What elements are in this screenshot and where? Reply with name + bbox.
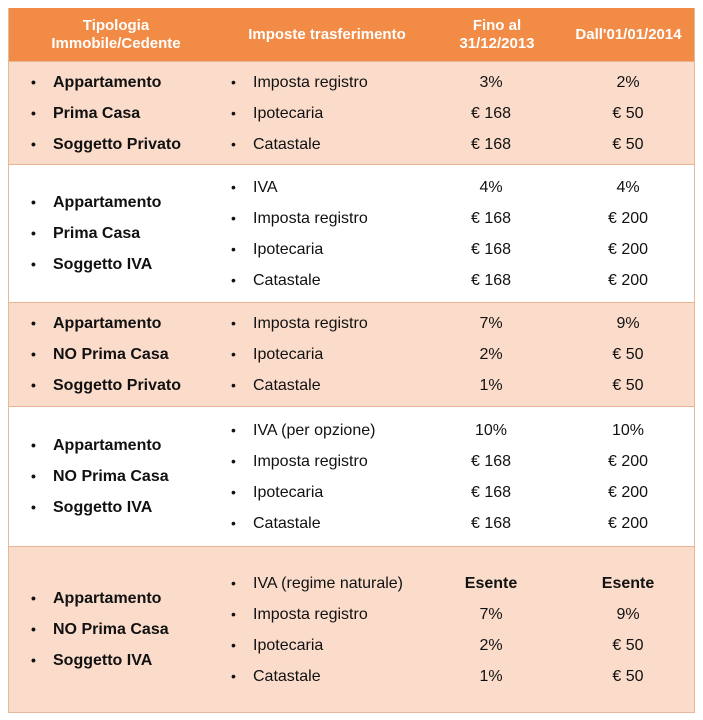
property-type: Soggetto IVA: [53, 499, 153, 516]
header-tipologia-line2: Immobile/Cedente: [51, 34, 181, 52]
list-item: [31, 67, 181, 98]
property-type: Appartamento: [53, 590, 162, 607]
tax-name: Imposta registro: [253, 605, 368, 623]
bullet-icon: •: [31, 437, 36, 453]
value-cell: € 168: [470, 135, 512, 153]
list-item: [231, 129, 368, 160]
tax-name: Imposta registro: [253, 452, 368, 470]
bullet-icon: •: [231, 667, 236, 684]
property-type: Soggetto IVA: [53, 256, 153, 273]
tax-list: [231, 62, 368, 164]
value-cell: 1%: [479, 667, 503, 685]
bullet-icon: •: [231, 73, 236, 90]
bullet-icon: •: [231, 377, 236, 393]
until-2013-values: [431, 62, 551, 164]
value-cell: € 168: [470, 483, 512, 501]
tax-name: Imposta registro: [253, 209, 368, 227]
tax-name: IVA (per opzione): [253, 421, 376, 439]
property-type: NO Prima Casa: [53, 346, 169, 363]
tax-list: [231, 407, 375, 546]
bullet-icon: •: [31, 652, 36, 668]
header-imposte: [223, 8, 431, 61]
value-cell: € 200: [607, 271, 649, 289]
until-2013-values: [431, 547, 551, 712]
tax-name: Catastale: [253, 135, 321, 153]
property-type-list: [31, 407, 169, 546]
until-2013-values: [431, 303, 551, 406]
from-2014-values: [568, 62, 688, 164]
list-item: [31, 583, 169, 614]
value-cell: 4%: [479, 178, 503, 196]
from-2014-values: [568, 547, 688, 712]
value-cell: 7%: [479, 605, 503, 623]
from-2014-values: [568, 407, 688, 546]
tax-name: Imposta registro: [253, 73, 368, 91]
value-cell: € 50: [612, 135, 644, 153]
tax-name: Imposta registro: [253, 315, 368, 332]
value-cell: 9%: [616, 605, 640, 623]
header-imposte-label: Imposte trasferimento: [248, 25, 406, 43]
bullet-icon: •: [231, 104, 236, 121]
value-cell: € 50: [612, 104, 644, 122]
value-cell: Esente: [601, 574, 655, 592]
bullet-icon: •: [31, 499, 36, 515]
list-item: [31, 187, 161, 218]
property-type: Appartamento: [53, 194, 162, 211]
property-type: NO Prima Casa: [53, 621, 169, 638]
table-header: [9, 8, 694, 61]
header-tipologia: [9, 8, 223, 61]
value-cell: 9%: [616, 315, 640, 332]
table-group: [9, 406, 694, 546]
bullet-icon: •: [231, 452, 236, 469]
tax-name: Catastale: [253, 667, 321, 685]
value-cell: € 168: [470, 514, 512, 532]
list-item: [231, 308, 368, 339]
value-cell: € 200: [607, 514, 649, 532]
list-item: [31, 218, 161, 249]
header-dall-label: Dall'01/01/2014: [575, 25, 682, 43]
list-item: [231, 67, 368, 98]
list-item: [231, 568, 403, 599]
property-type-list: [31, 165, 161, 302]
value-cell: 1%: [479, 377, 503, 394]
value-cell: € 168: [470, 452, 512, 470]
list-item: [31, 461, 169, 492]
bullet-icon: •: [31, 315, 36, 331]
list-item: [231, 446, 375, 477]
property-type: Prima Casa: [53, 225, 141, 242]
header-fino-al-line1: Fino al: [472, 16, 522, 34]
value-cell: € 200: [607, 452, 649, 470]
value-cell: 4%: [616, 178, 640, 196]
bullet-icon: •: [31, 225, 36, 241]
from-2014-values: [568, 303, 688, 406]
value-cell: € 50: [612, 346, 644, 363]
tax-name: Catastale: [253, 377, 321, 394]
bullet-icon: •: [31, 621, 36, 637]
header-fino-al-line2: 31/12/2013: [459, 34, 535, 52]
value-cell: 2%: [616, 73, 640, 91]
tax-name: Ipotecaria: [253, 240, 324, 258]
property-type: Appartamento: [53, 437, 162, 454]
property-type-list: [31, 303, 181, 406]
list-item: [31, 129, 181, 160]
list-item: [31, 339, 181, 370]
bullet-icon: •: [231, 240, 236, 257]
tax-name: Ipotecaria: [253, 483, 324, 501]
list-item: [231, 661, 403, 692]
bullet-icon: •: [231, 483, 236, 500]
list-item: [31, 98, 181, 129]
list-item: [231, 630, 403, 661]
property-type: Appartamento: [53, 73, 162, 91]
list-item: [31, 370, 181, 401]
bullet-icon: •: [31, 346, 36, 362]
list-item: [231, 172, 368, 203]
table-group: [9, 546, 694, 712]
value-cell: € 200: [607, 209, 649, 227]
list-item: [231, 98, 368, 129]
list-item: [31, 492, 169, 523]
bullet-icon: •: [31, 104, 36, 121]
value-cell: 10%: [611, 421, 645, 439]
bullet-icon: •: [231, 421, 236, 438]
bullet-icon: •: [231, 178, 236, 195]
property-type: NO Prima Casa: [53, 468, 169, 485]
list-item: [231, 599, 403, 630]
value-cell: € 50: [612, 667, 644, 685]
value-cell: 7%: [479, 315, 503, 332]
property-type: Prima Casa: [53, 104, 141, 122]
until-2013-values: [431, 165, 551, 302]
list-item: [231, 203, 368, 234]
bullet-icon: •: [31, 256, 36, 272]
tax-list: [231, 303, 368, 406]
value-cell: € 168: [470, 271, 512, 289]
property-type: Appartamento: [53, 315, 162, 332]
until-2013-values: [431, 407, 551, 546]
bullet-icon: •: [31, 377, 36, 393]
bullet-icon: •: [231, 271, 236, 288]
value-cell: € 200: [607, 483, 649, 501]
list-item: [31, 645, 169, 676]
list-item: [231, 370, 368, 401]
tax-list: [231, 165, 368, 302]
header-dall: [563, 8, 694, 61]
tax-name: Catastale: [253, 271, 321, 289]
bullet-icon: •: [231, 315, 236, 331]
list-item: [31, 614, 169, 645]
bullet-icon: •: [231, 346, 236, 362]
bullet-icon: •: [31, 468, 36, 484]
list-item: [31, 249, 161, 280]
tax-list: [231, 547, 403, 712]
bullet-icon: •: [231, 209, 236, 226]
value-cell: € 200: [607, 240, 649, 258]
value-cell: € 168: [470, 104, 512, 122]
value-cell: € 50: [612, 377, 644, 394]
bullet-icon: •: [231, 636, 236, 653]
value-cell: € 50: [612, 636, 644, 654]
bullet-icon: •: [31, 194, 36, 210]
table-group: [9, 164, 694, 302]
table-group: [9, 61, 694, 164]
bullet-icon: •: [231, 135, 236, 152]
value-cell: Esente: [464, 574, 518, 592]
tax-name: Catastale: [253, 514, 321, 532]
list-item: [31, 430, 169, 461]
value-cell: 2%: [479, 346, 503, 363]
property-type: Soggetto Privato: [53, 135, 182, 153]
tax-name: Ipotecaria: [253, 346, 324, 363]
bullet-icon: •: [231, 514, 236, 531]
list-item: [231, 265, 368, 296]
list-item: [231, 234, 368, 265]
table-group: [9, 302, 694, 406]
value-cell: € 168: [470, 240, 512, 258]
list-item: [231, 415, 375, 446]
from-2014-values: [568, 165, 688, 302]
tax-table: [8, 8, 695, 713]
bullet-icon: •: [31, 73, 36, 90]
value-cell: 3%: [479, 73, 503, 91]
value-cell: 10%: [474, 421, 508, 439]
header-tipologia-line1: Tipologia: [82, 16, 150, 34]
list-item: [31, 308, 181, 339]
property-type-list: [31, 547, 169, 712]
tax-name: IVA (regime naturale): [253, 574, 403, 592]
tax-name: Ipotecaria: [253, 104, 324, 122]
property-type: Soggetto IVA: [53, 652, 153, 669]
header-fino-al: [431, 8, 563, 61]
property-type-list: [31, 62, 181, 164]
bullet-icon: •: [231, 605, 236, 622]
list-item: [231, 508, 375, 539]
bullet-icon: •: [31, 135, 36, 152]
bullet-icon: •: [231, 574, 236, 591]
tax-name: Ipotecaria: [253, 636, 324, 654]
list-item: [231, 477, 375, 508]
value-cell: € 168: [470, 209, 512, 227]
bullet-icon: •: [31, 590, 36, 606]
value-cell: 2%: [479, 636, 503, 654]
tax-name: IVA: [253, 178, 278, 196]
property-type: Soggetto Privato: [53, 377, 182, 394]
list-item: [231, 339, 368, 370]
